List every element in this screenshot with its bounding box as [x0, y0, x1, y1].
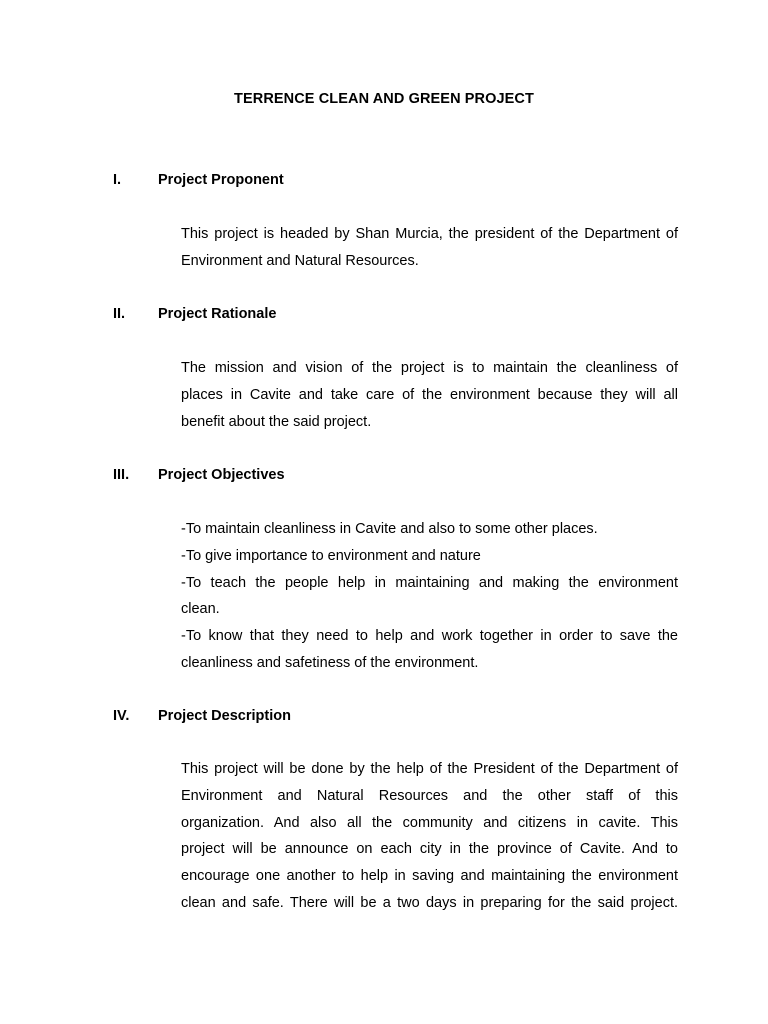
- section-title: Project Rationale: [158, 306, 277, 322]
- section-body-rationale: [181, 355, 678, 435]
- objective-line: -To teach the people help in maintaining and making the environment: [181, 574, 678, 591]
- body-line: Environment and Natural Resources and the other staff of this: [181, 787, 678, 804]
- section-number: III.: [113, 467, 130, 483]
- body-line: places in Cavite and take care of the environment because they will all: [181, 386, 678, 403]
- section-body-description: [181, 756, 678, 917]
- section-title: Project Description: [158, 708, 291, 724]
- body-line: The mission and vision of the project is to maintain the cleanliness of: [181, 360, 678, 376]
- body-line: project will be announce on each city in the province of Cavite. And to: [181, 841, 678, 858]
- section-heading-objectives: [0, 467, 768, 487]
- objective-line: -To maintain cleanliness in Cavite and also to some other places.: [181, 521, 598, 537]
- objective-line: -To give importance to environment and nature: [181, 547, 481, 564]
- section-title: Project Proponent: [158, 172, 284, 188]
- body-line: benefit about the said project.: [181, 413, 372, 430]
- section-title: Project Objectives: [158, 467, 285, 483]
- body-line: encourage one another to help in saving and maintaining the environment: [181, 868, 678, 885]
- body-line: organization. And also all the community and citizens in cavite. This: [181, 814, 678, 831]
- section-number: II.: [113, 306, 126, 322]
- body-line: clean and safe. There will be a two days in preparing for the said project.: [181, 894, 678, 911]
- objective-line: -To know that they need to help and work together in order to save the: [181, 628, 678, 645]
- section-body-objectives: [181, 516, 678, 677]
- section-number: I.: [113, 172, 122, 188]
- section-body-proponent: [181, 221, 678, 275]
- body-line: This project is headed by Shan Murcia, the president of the Department of: [181, 226, 678, 242]
- section-heading-rationale: [0, 306, 768, 326]
- document-title: TERRENCE CLEAN AND GREEN PROJECT: [234, 91, 534, 107]
- objective-line: cleanliness and safetiness of the environment.: [181, 654, 479, 671]
- body-line: Environment and Natural Resources.: [181, 252, 419, 269]
- objective-line: clean.: [181, 601, 220, 618]
- section-heading-description: [0, 708, 768, 728]
- body-line: This project will be done by the help of the President of the Department of: [181, 761, 678, 777]
- section-heading-proponent: [0, 172, 768, 192]
- section-number: IV.: [113, 708, 130, 724]
